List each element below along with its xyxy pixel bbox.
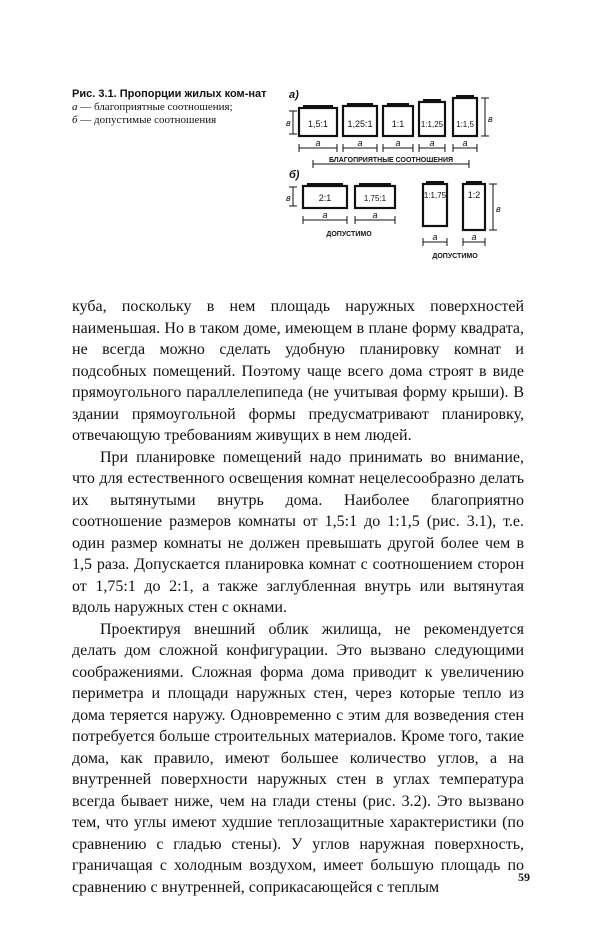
- dim-a-label: a: [432, 232, 438, 242]
- ratio-label: 1,25:1: [347, 119, 373, 129]
- dim-b-label-right-b: в: [496, 204, 501, 214]
- dim-a-label: a: [315, 138, 321, 148]
- ratio-label: 1:2: [467, 190, 481, 200]
- dim-a-label: a: [322, 210, 328, 220]
- paragraph-3: Проектируя внешний облик жилища, не рекомендуется делать дом сложной конфигурации. Это вызвано следующими соображениями. Сложная форма дома приводит к увеличению периметра и площади наружных стен, через которые тепло из дома теряется наружу. Одновременно с этим для возведения стен потребуется больше строительных материалов. Кроме того, такие дома, как правило, имеют большее количество углов, а на внутренней поверхности наружных стен в углах температура всегда бывает ниже, чем на глади стены (рис. 3.2). Это вызвано тем, что углы имеют худшие теплозащитные характеристики (по сравнению с гладью стены). У углов наружная поверхность, граничащая с холодным воздухом, имеет большую площадь по сравнению с внутренней, соприкасающейся с теплым: [72, 620, 524, 896]
- page-number: 59: [518, 870, 530, 884]
- caption-title: Рис. 3.1. Пропорции жилых ком-нат: [72, 88, 267, 100]
- ratio-label: 1:1,75: [423, 191, 447, 200]
- room-1-1-5: [453, 96, 477, 136]
- ratio-label: 1,75:1: [363, 194, 387, 203]
- dim-a-label: a: [471, 232, 477, 242]
- room-2-1: [303, 184, 347, 208]
- caption-a-letter: а: [72, 101, 78, 113]
- dim-a-label: a: [429, 138, 435, 148]
- favorable-label: БЛАГОПРИЯТНЫЕ СООТНОШЕНИЯ: [328, 157, 454, 164]
- ratio-label: 1:1,25: [420, 120, 444, 129]
- dim-b-label-row-b: в: [286, 193, 291, 203]
- room-1-5-1: [299, 106, 337, 136]
- dim-a-label: a: [372, 210, 378, 220]
- dim-a-label: a: [395, 138, 401, 148]
- dim-b-label-row-a: в: [286, 118, 291, 128]
- ratio-label: 1,5:1: [307, 119, 329, 129]
- figure-caption: [72, 88, 292, 127]
- caption-a-text: — благоприятные соотношения;: [77, 101, 233, 113]
- caption-b-letter: б: [72, 114, 78, 126]
- paragraph-2: При планировке помещений надо принимать во внимание, что для естественного освещения комнат нецелесообразно делать их вытянутыми внутрь дома. Наиболее благоприятно соотношение размеров комнаты от 1,5:1 до 1:1,5 (рис. 3.1), т.е. один размер комнаты не должен превышать другой более чем в 1,5 раза. Допускается планировка комнат с соотношением сторон от 1,75:1 до 2:1, а также заглубленная внутрь или вытянутая вдоль наружных стен с окнами.: [72, 448, 524, 616]
- caption-b-text: — допустимые соотношения: [77, 114, 217, 126]
- allowed-label-2: ДОПУСТИМО: [432, 253, 478, 260]
- room-1-25-1: [343, 104, 377, 136]
- ratio-label: 1:1: [391, 119, 405, 129]
- dim-a-label: a: [462, 138, 468, 148]
- label-a: а): [289, 89, 299, 101]
- allowed-label-1: ДОПУСТИМО: [326, 231, 372, 238]
- room-1-75-1: [355, 184, 395, 208]
- ratio-label: 1:1,5: [456, 120, 474, 129]
- paragraph-1: куба, поскольку в нем площадь наружных поверхностей наименьшая. Но в таком доме, имеющем в плане форму квадрата, не всегда можно сделать удобную планировку комнат и подсобных помещений. Поэтому чаще всего дома строят в виде прямоугольного параллелепипеда (не учитывая форму крыши). В здании прямоугольной формы предусматривают планировку, отвечающую требованиям живущих в нем людей.: [72, 298, 524, 444]
- caption-line-a: [72, 101, 292, 114]
- label-b: б): [289, 169, 300, 181]
- room-1-1: [383, 104, 413, 136]
- dim-a-label: a: [357, 138, 363, 148]
- body-text: [72, 296, 524, 898]
- room-proportions-diagram: [283, 86, 523, 266]
- room-1-1-25: [419, 100, 445, 136]
- dim-b-label-right-a: в: [488, 114, 493, 124]
- room-proportions-figure: [283, 86, 523, 266]
- room-1-2: [463, 182, 485, 230]
- ratio-label: 2:1: [318, 193, 332, 203]
- room-1-1-75: [423, 182, 447, 226]
- caption-line-b: [72, 114, 292, 127]
